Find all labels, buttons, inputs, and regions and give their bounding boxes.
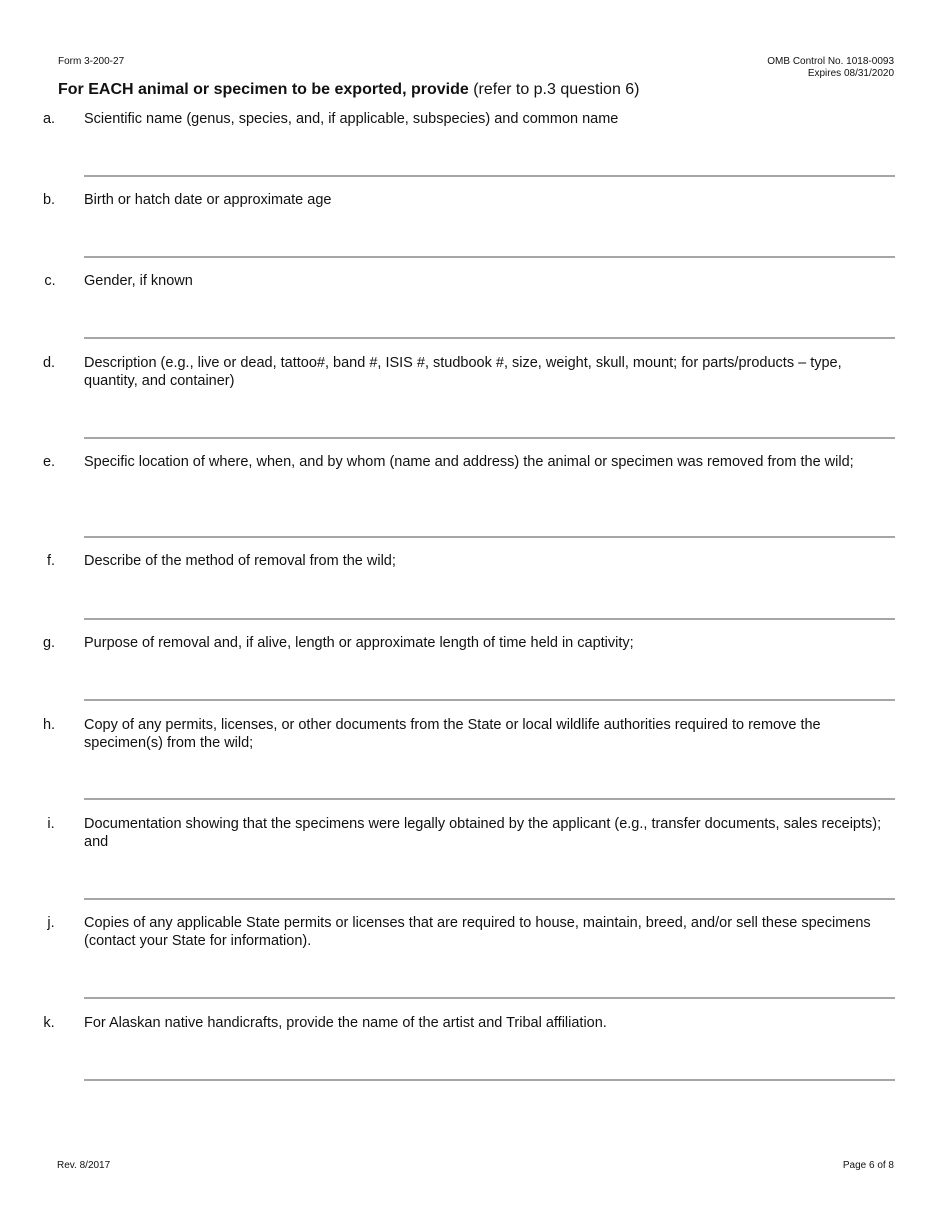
item-text: Describe of the method of removal from the wild; [84, 553, 396, 569]
item-letter: d. [42, 355, 56, 371]
page-heading-reference: (refer to p.3 question 6) [468, 81, 640, 98]
item-letter: h. [42, 717, 56, 733]
item-text: Birth or hatch date or approximate age [84, 192, 332, 208]
answer-line-i[interactable] [84, 898, 895, 900]
page-number: Page 6 of 8 [842, 1160, 894, 1171]
answer-line-h[interactable] [84, 798, 895, 800]
omb-control-number: OMB Control No. 1018-0093 [767, 56, 894, 67]
item-text: Gender, if known [84, 273, 193, 289]
answer-line-c[interactable] [84, 337, 895, 339]
item-letter: g. [42, 635, 56, 651]
item-text: Copies of any applicable State permits or licenses that are required to house, maintain, breed, and/or sell these specimens (contact your State for information). [84, 915, 871, 949]
expiration-date: Expires 08/31/2020 [807, 68, 894, 79]
item-text: Documentation showing that the specimens were legally obtained by the applicant (e.g., transfer documents, sales receipts); and [84, 816, 882, 850]
item-text: Purpose of removal and, if alive, length or approximate length of time held in captivity; [84, 635, 634, 651]
page-heading [58, 80, 640, 100]
item-text: For Alaskan native handicrafts, provide the name of the artist and Tribal affiliation. [84, 1015, 607, 1031]
answer-line-a[interactable] [84, 175, 895, 177]
answer-line-d[interactable] [84, 437, 895, 439]
answer-line-e[interactable] [84, 536, 895, 538]
answer-line-g[interactable] [84, 699, 895, 701]
form-number: Form 3-200-27 [58, 56, 125, 67]
item-text: Specific location of where, when, and by whom (name and address) the animal or specimen was removed from the wild; [84, 454, 854, 470]
item-letter: c. [44, 273, 56, 289]
answer-line-f[interactable] [84, 618, 895, 620]
item-letter: b. [42, 192, 56, 208]
omb-block [767, 56, 894, 80]
item-text: Copy of any permits, licenses, or other documents from the State or local wildlife authorities required to remove the specimen(s) from the wild; [84, 717, 821, 751]
item-text: Description (e.g., live or dead, tattoo#, band #, ISIS #, studbook #, size, weight, skull, mount; for parts/products – type, quantity, and container) [84, 355, 842, 389]
item-text: Scientific name (genus, species, and, if applicable, subspecies) and common name [84, 111, 619, 127]
item-letter: a. [42, 111, 56, 127]
page-heading-bold: For EACH animal or specimen to be exported, provide [58, 81, 469, 98]
item-letter: i. [47, 816, 55, 832]
item-letter: k. [43, 1015, 55, 1031]
item-letter: f. [46, 553, 56, 569]
answer-line-j[interactable] [84, 997, 895, 999]
item-letter: e. [42, 454, 56, 470]
answer-line-b[interactable] [84, 256, 895, 258]
item-letter: j. [47, 915, 55, 931]
answer-line-k[interactable] [84, 1079, 895, 1081]
revision-date: Rev. 8/2017 [57, 1160, 111, 1171]
